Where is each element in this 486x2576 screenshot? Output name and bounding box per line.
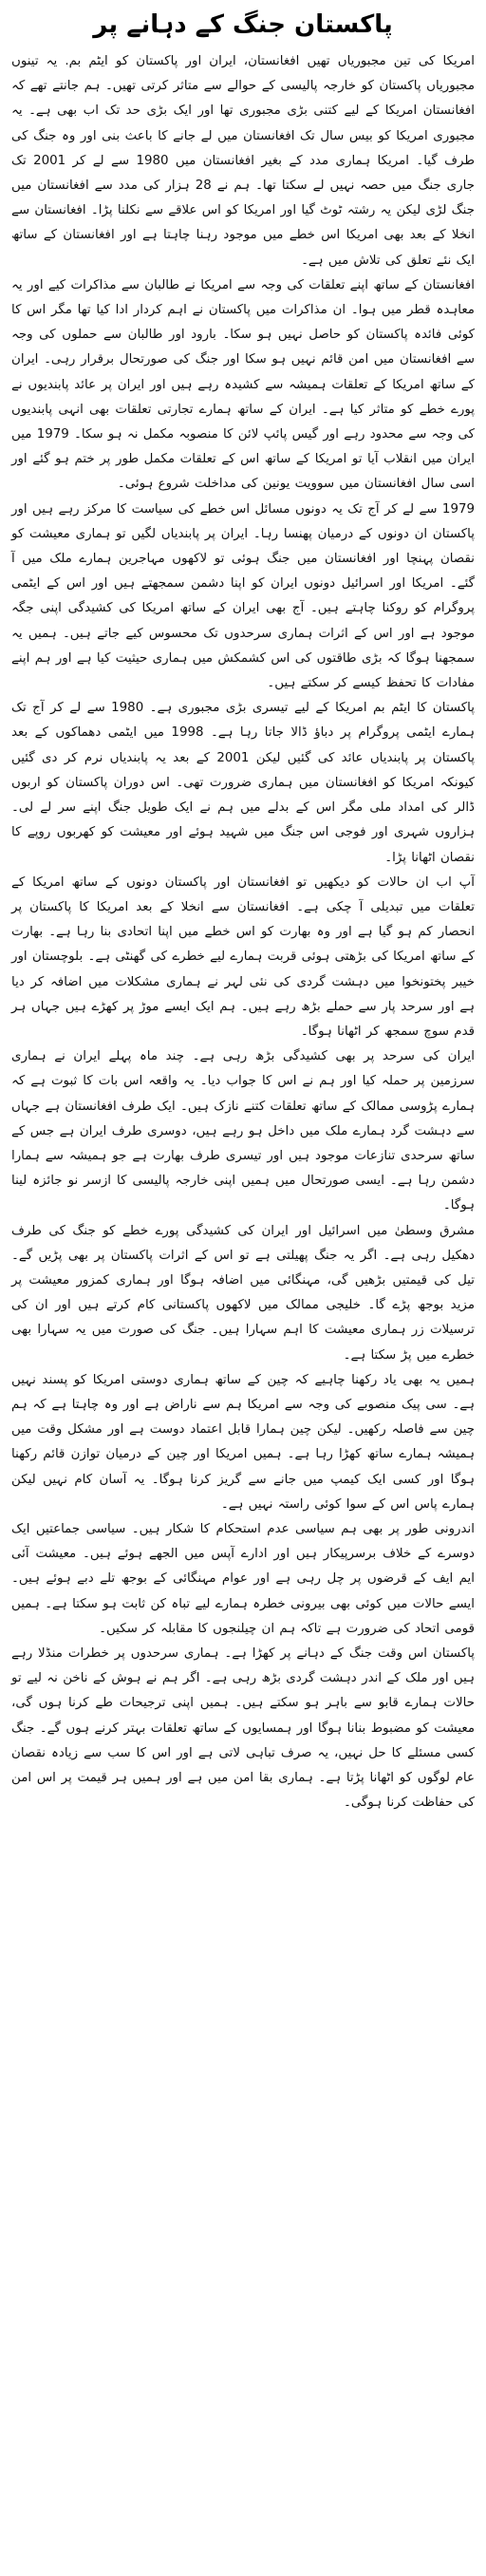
article-paragraph: 1979 سے لے کر آج تک یہ دونوں مسائل اس خطے کی سیاست کا مرکز رہے ہیں اور پاکستان ان دونوں کے درمیان پھنسا رہا۔ ایران پر پابندیاں لگیں تو ہماری معیشت کو نقصان پہنچا اور افغانستان میں جنگ ہوئی تو لاکھوں مہاجرین ہمارے ملک میں آ گئے۔ امریکا اور اسرائیل دونوں ایران کو اپنا دشمن سمجھتے ہیں اور اس کے ایٹمی پروگرام کو روکنا چاہتے ہیں۔ آج بھی ایران کے ساتھ امریکا کی کشیدگی اپنی جگہ موجود ہے اور اس کے اثرات ہماری سرحدوں تک محسوس کیے جاتے ہیں۔ ہمیں یہ سمجھنا ہوگا کہ بڑی طاقتوں کی اس کشمکش میں ہماری حیثیت کیا ہے اور ہم اپنے مفادات کا تحفظ کیسے کر سکتے ہیں۔ bbox=[11, 501, 475, 691]
article-paragraph: ایران کی سرحد پر بھی کشیدگی بڑھ رہی ہے۔ چند ماہ پہلے ایران نے ہماری سرزمین پر حملہ کیا اور ہم نے اس کا جواب دیا۔ یہ واقعہ اس بات کا ثبوت ہے کہ ہمارے پڑوسی ممالک کے ساتھ تعلقات کتنے نازک ہیں۔ ایک طرف افغانستان ہے جہاں سے دہشت گرد ہمارے ملک میں داخل ہو رہے ہیں، دوسری طرف ایران ہے جس کے ساتھ سرحدی تنازعات موجود ہیں اور تیسری طرف بھارت ہے جو ہمیشہ سے ہمارا دشمن رہا ہے۔ ایسی صورتحال میں ہمیں اپنی خارجہ پالیسی کا ازسر نو جائزہ لینا ہوگا۔ bbox=[11, 1049, 475, 1213]
article-paragraph: افغانستان کے ساتھ اپنے تعلقات کی وجہ سے امریکا نے طالبان سے مذاکرات کیے اور یہ معاہدہ قطر میں ہوا۔ ان مذاکرات میں پاکستان نے اہم کردار ادا کیا تھا مگر اس کا کوئی فائدہ پاکستان کو حاصل نہیں ہو سکا۔ بارود اور طالبان سے حملوں کی وجہ سے افغانستان میں امن قائم نہیں ہو سکا اور جنگ کی صورتحال برقرار رہی۔ ایران کے ساتھ امریکا کے تعلقات ہمیشہ سے کشیدہ رہے ہیں اور ایران پر عائد پابندیوں نے پورے خطے کو متاثر کیا ہے۔ ایران کے ساتھ ہمارے تجارتی تعلقات بھی انہی پابندیوں کی وجہ سے محدود رہے اور گیس پائپ لائن کا منصوبہ مکمل نہ ہو سکا۔ 1979 میں ایران میں انقلاب آیا تو امریکا کے ساتھ اس کے تعلقات مکمل طور پر ختم ہو گئے اور اسی سال افغانستان میں سوویت یونین کی مداخلت شروع ہوئی۔ bbox=[11, 277, 475, 492]
article-paragraph: مشرق وسطیٰ میں اسرائیل اور ایران کی کشیدگی پورے خطے کو جنگ کی طرف دھکیل رہی ہے۔ اگر یہ جنگ پھیلتی ہے تو اس کے اثرات پاکستان پر بھی پڑیں گے۔ تیل کی قیمتیں بڑھیں گی، مہنگائی میں اضافہ ہوگا اور ہماری کمزور معیشت پر مزید بوجھ پڑے گا۔ خلیجی ممالک میں لاکھوں پاکستانی کام کرتے ہیں اور ان کی ترسیلات زر ہماری معیشت کا اہم سہارا ہیں۔ جنگ کی صورت میں یہ سہارا بھی خطرے میں پڑ سکتا ہے۔ bbox=[11, 1223, 475, 1363]
article-paragraph: امریکا کی تین مجبوریاں تھیں افغانستان، ایران اور پاکستان کو ایٹم بم. یہ تینوں مجبوریاں پاکستان کو خارجہ پالیسی کے حوالے سے متاثر کرتی تھیں۔ ہم جانتے تھے کہ افغانستان امریکا کے لیے کتنی بڑی مجبوری تھا اور ایک بڑی حد تک اب بھی ہے۔ یہ مجبوری امریکا کو بیس سال تک افغانستان میں لے جانے کا باعث بنی اور وہ جنگ کی طرف گیا۔ امریکا ہماری مدد کے بغیر افغانستان میں 1980 سے لے کر 2001 تک جاری جنگ میں حصہ نہیں لے سکتا تھا۔ ہم نے 28 ہزار کی مدد سے افغانستان میں جنگ لڑی لیکن یہ رشتہ ٹوٹ گیا اور امریکا کو اس علاقے سے نکلنا پڑا۔ افغانستان سے انخلا کے بعد بھی امریکا اس خطے میں موجود رہنا چاہتا ہے اور افغانستان کے ساتھ ایک نئے تعلق کی تلاش میں ہے۔ bbox=[11, 54, 475, 268]
article-paragraph: ہمیں یہ بھی یاد رکھنا چاہیے کہ چین کے ساتھ ہماری دوستی امریکا کو پسند نہیں ہے۔ سی پیک منصوبے کی وجہ سے امریکا ہم سے ناراض ہے اور وہ چاہتا ہے کہ ہم چین سے فاصلہ رکھیں۔ لیکن چین ہمارا قابل اعتماد دوست ہے اور مشکل وقت میں ہمیشہ ہمارے ساتھ کھڑا رہا ہے۔ ہمیں امریکا اور چین کے درمیان توازن قائم رکھنا ہوگا اور کسی ایک کیمپ میں جانے سے گریز کرنا ہوگا۔ یہ آسان کام نہیں لیکن ہمارے پاس اس کے سوا کوئی راستہ نہیں ہے۔ bbox=[11, 1372, 475, 1512]
article-headline: پاکستان جنگ کے دہانے پر bbox=[93, 10, 393, 39]
article-body bbox=[11, 49, 475, 1815]
article-paragraph: پاکستان اس وقت جنگ کے دہانے پر کھڑا ہے۔ ہماری سرحدوں پر خطرات منڈلا رہے ہیں اور ملک کے اندر دہشت گردی بڑھ رہی ہے۔ اگر ہم نے ہوش کے ناخن نہ لیے تو حالات ہمارے قابو سے باہر ہو سکتے ہیں۔ ہمیں اپنی ترجیحات طے کرنا ہوں گی، معیشت کو مضبوط بنانا ہوگا اور ہمسایوں کے ساتھ تعلقات بہتر کرنے ہوں گے۔ جنگ کسی مسئلے کا حل نہیں، یہ صرف تباہی لاتی ہے اور اس کا سب سے زیادہ نقصان عام لوگوں کو اٹھانا پڑتا ہے۔ ہماری بقا امن میں ہے اور ہمیں ہر قیمت پر اس امن کی حفاظت کرنا ہوگی۔ bbox=[11, 1646, 475, 1811]
article-paragraph: پاکستان کا ایٹم بم امریکا کے لیے تیسری بڑی مجبوری ہے۔ 1980 سے لے کر آج تک ہمارے ایٹمی پروگرام پر دباؤ ڈالا جاتا رہا ہے۔ 1998 میں ایٹمی دھماکوں کے بعد پاکستان پر پابندیاں عائد کی گئیں لیکن 2001 کے بعد یہ پابندیاں نرم کر دی گئیں کیونکہ امریکا کو افغانستان میں ہماری ضرورت تھی۔ اس دوران پاکستان کو اربوں ڈالر کی امداد ملی مگر اس کے بدلے میں ہم نے ایک طویل جنگ اپنے سر لے لی۔ ہزاروں شہری اور فوجی اس جنگ میں شہید ہوئے اور معیشت کو کھربوں روپے کا نقصان اٹھانا پڑا۔ bbox=[11, 701, 475, 865]
article-paragraph: آپ اب ان حالات کو دیکھیں تو افغانستان اور پاکستان دونوں کے ساتھ امریکا کے تعلقات میں تبدیلی آ چکی ہے۔ افغانستان سے انخلا کے بعد امریکا کا پاکستان پر انحصار کم ہو گیا ہے اور وہ بھارت کو اس خطے میں اپنا اتحادی بنا رہا ہے۔ بھارت کے ساتھ امریکا کی بڑھتی ہوئی قربت ہمارے لیے خطرے کی گھنٹی ہے۔ بلوچستان اور خیبر پختونخوا میں دہشت گردی کی نئی لہر نے ہماری مشکلات میں اضافہ کر دیا ہے اور سرحد پار سے حملے بڑھ رہے ہیں۔ ہم ایک ایسے موڑ پر کھڑے ہیں جہاں ہر قدم سوچ سمجھ کر اٹھانا ہوگا۔ bbox=[11, 874, 475, 1039]
article-paragraph: اندرونی طور پر بھی ہم سیاسی عدم استحکام کا شکار ہیں۔ سیاسی جماعتیں ایک دوسرے کے خلاف برسرپیکار ہیں اور ادارے آپس میں الجھے ہوئے ہیں۔ معیشت آئی ایم ایف کے قرضوں پر چل رہی ہے اور عوام مہنگائی کے بوجھ تلے دبے ہوئے ہیں۔ ایسے حالات میں کوئی بھی بیرونی خطرہ ہمارے لیے تباہ کن ثابت ہو سکتا ہے۔ ہمیں قومی اتحاد کی ضرورت ہے تاکہ ہم ان چیلنجوں کا مقابلہ کر سکیں۔ bbox=[11, 1521, 475, 1636]
